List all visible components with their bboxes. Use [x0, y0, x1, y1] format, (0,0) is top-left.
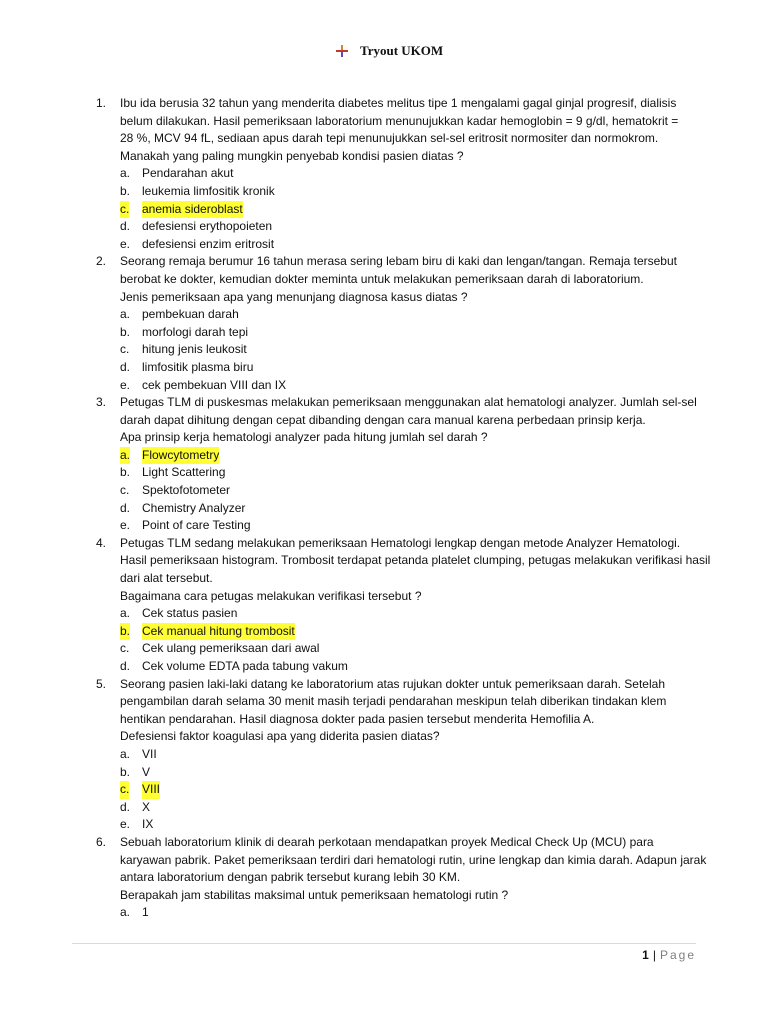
option-text: hitung jenis leukosit: [142, 342, 247, 357]
option-text: 1: [142, 905, 149, 920]
question-text-line: pengambilan darah selama 30 menit masih terjadi pendarahan meskipun telah diberikan tindakan klem: [120, 694, 667, 709]
footer-divider: [72, 943, 696, 944]
option-letter: d.: [120, 359, 131, 374]
option-letter: e.: [120, 236, 131, 251]
option-text: Cek volume EDTA pada tabung vakum: [142, 659, 348, 673]
question-text-line: karyawan pabrik. Paket pemeriksaan terdiri dari hematologi rutin, urine lengkap dan kimia darah. Adapun jarak: [120, 852, 707, 867]
question-body: [120, 535, 711, 676]
option-text: Point of care Testing: [142, 518, 251, 533]
question-text-line: Defesiensi faktor koagulasi apa yang diderita pasien diatas?: [120, 729, 440, 744]
question-text-line: Seorang pasien laki-laki datang ke laboratorium atas rujukan dokter untuk pemeriksaan darah. Setelah: [120, 676, 665, 691]
option-text: Chemistry Analyzer: [142, 500, 246, 515]
answer-option: [120, 165, 700, 183]
quiz-mark-icon: [336, 45, 348, 57]
option-letter: c.: [120, 342, 130, 357]
question-text-line: Ibu ida berusia 32 tahun yang menderita diabetes melitus tipe 1 mengalami gagal ginjal progresif, dialisis: [120, 96, 677, 110]
option-letter: b.: [120, 465, 131, 480]
option-letter: a.: [120, 307, 131, 322]
question-text-line: Petugas TLM sedang melakukan pemeriksaan Hematologi lengkap dengan metode Analyzer Hematologi.: [120, 535, 681, 550]
question-text-line: Berapakah jam stabilitas maksimal untuk pemeriksaan hematologi rutin ?: [120, 887, 509, 902]
page-number: 1: [642, 948, 649, 962]
option-letter: d.: [120, 500, 131, 515]
option-text: Spektofotometer: [142, 483, 231, 498]
answer-option: [120, 904, 700, 922]
answer-option: [120, 218, 700, 236]
option-letter: c.: [120, 781, 129, 799]
answer-option-highlighted: [120, 781, 700, 799]
answer-option: [120, 464, 700, 482]
option-letter: c.: [120, 641, 130, 656]
option-letter: d.: [120, 219, 131, 234]
option-text: cek pembekuan VIII dan IX: [142, 377, 287, 392]
option-text: Cek ulang pemeriksaan dari awal: [142, 641, 320, 656]
question-text-line: berobat ke dokter, kemudian dokter meminta untuk melakukan pemeriksaan darah di laboratorium.: [120, 271, 644, 286]
question-item: [0, 394, 768, 535]
question-item: [0, 95, 768, 253]
question-item: [0, 535, 768, 676]
answer-option: [120, 799, 700, 817]
option-text: pembekuan darah: [142, 307, 239, 322]
question-text-line: Manakah yang paling mungkin penyebab kondisi pasien diatas ?: [120, 148, 464, 163]
answer-option: [120, 183, 700, 201]
answer-option: [120, 605, 700, 623]
option-letter: b.: [120, 623, 130, 641]
page-title: Tryout UKOM: [360, 43, 444, 58]
option-text: defesiensi enzim eritrosit: [142, 236, 275, 251]
question-text-line: darah dapat dihitung dengan cepat dibanding dengan cara manual karena perbedaan prinsip kerja.: [120, 412, 646, 427]
option-text: Cek status pasien: [142, 606, 238, 621]
page-header: [0, 43, 768, 61]
option-letter: a.: [120, 746, 131, 761]
option-text: VIII: [142, 781, 160, 799]
question-text-line: Petugas TLM di puskesmas melakukan pemeriksaan menggunakan alat hematologi analyzer. Jumlah sel-sel: [120, 395, 697, 410]
option-letter: b.: [120, 183, 131, 198]
question-text-line: 28 %, MCV 94 fL, sediaan apus darah tepi menunujukkan sel-sel eritrosit normositer dan normokrom.: [120, 131, 659, 146]
option-letter: a.: [120, 447, 130, 465]
option-letter: d.: [120, 659, 131, 673]
option-text: defesiensi erythopoieten: [142, 219, 273, 234]
answer-option: [120, 341, 700, 359]
question-text-line: antara laboratorium dengan pabrik tersebut kurang lebih 30 KM.: [120, 870, 461, 885]
question-item: [0, 253, 768, 394]
question-text-line: Seorang remaja berumur 16 tahun merasa sering lebam biru di kaki dan lengan/tangan. Remaja tersebut: [120, 254, 677, 269]
option-text: morfologi darah tepi: [142, 324, 249, 339]
question-text-line: hentikan pendarahan. Hasil diagnosa dokter pada pasien tersebut menderita Hemofilia A.: [120, 711, 595, 726]
option-letter: c.: [120, 483, 130, 498]
answer-option-highlighted: [120, 623, 700, 641]
option-letter: d.: [120, 799, 131, 814]
footer-separator: |: [652, 948, 656, 962]
question-body: [120, 676, 700, 834]
option-letter: a.: [120, 905, 131, 920]
question-text-line: Jenis pemeriksaan apa yang menunjang diagnosa kasus diatas ?: [120, 289, 468, 304]
question-number: 5.: [96, 676, 107, 691]
page-footer: [642, 948, 696, 962]
answer-option: [120, 236, 700, 254]
option-text: X: [142, 799, 151, 814]
question-item: [0, 834, 768, 922]
question-text-line: belum dilakukan. Hasil pemeriksaan laboratorium menunujukkan kadar hemoglobin = 9 g/dl, hematokrit =: [120, 113, 679, 128]
question-text-line: Hasil pemeriksaan histogram. Trombosit terdapat petanda platelet clumping, petugas melakukan verifikasi hasil: [120, 553, 711, 568]
option-text: V: [142, 764, 151, 779]
question-list: [0, 95, 768, 922]
question-text-line: Apa prinsip kerja hematologi analyzer pada hitung jumlah sel darah ?: [120, 430, 488, 445]
question-text-line: Bagaimana cara petugas melakukan verifikasi tersebut ?: [120, 588, 422, 603]
option-text: VII: [142, 746, 157, 761]
answer-option: [120, 658, 700, 676]
answer-option: [120, 324, 700, 342]
question-body: [120, 95, 700, 253]
answer-option: [120, 359, 700, 377]
answer-option: [120, 517, 700, 535]
answer-option: [120, 306, 700, 324]
answer-option: [120, 746, 700, 764]
option-text: Cek manual hitung trombosit: [142, 623, 295, 641]
option-text: Light Scattering: [142, 465, 226, 480]
option-letter: a.: [120, 166, 131, 181]
option-text: limfositik plasma biru: [142, 359, 254, 374]
answer-option: [120, 482, 700, 500]
option-letter: b.: [120, 324, 131, 339]
option-letter: c.: [120, 201, 129, 219]
option-text: anemia sideroblast: [142, 201, 243, 219]
answer-option: [120, 764, 700, 782]
answer-option: [120, 640, 700, 658]
option-text: Flowcytometry: [142, 447, 219, 465]
answer-option: [120, 377, 700, 395]
option-letter: a.: [120, 606, 131, 621]
question-number: 6.: [96, 834, 107, 849]
option-text: Pendarahan akut: [142, 166, 234, 181]
question-body: [120, 394, 700, 535]
question-text-line: dari alat tersebut.: [120, 571, 213, 586]
question-number: 1.: [96, 96, 107, 110]
option-letter: e.: [120, 377, 131, 392]
option-letter: e.: [120, 518, 131, 533]
answer-option: [120, 816, 700, 834]
question-number: 2.: [96, 254, 107, 269]
option-text: leukemia limfositik kronik: [142, 183, 275, 198]
answer-option-highlighted: [120, 447, 700, 465]
answer-option: [120, 500, 700, 518]
question-body: [120, 253, 700, 394]
question-number: 4.: [96, 535, 107, 550]
option-letter: b.: [120, 764, 131, 779]
page-label: Page: [659, 948, 696, 962]
question-number: 3.: [96, 395, 107, 410]
question-text-line: Sebuah laboratorium klinik di dearah perkotaan mendapatkan proyek Medical Check Up (MCU) para: [120, 834, 654, 849]
question-item: [0, 676, 768, 834]
question-body: [120, 834, 707, 922]
option-letter: e.: [120, 817, 131, 832]
answer-option-highlighted: [120, 201, 700, 219]
option-text: IX: [142, 817, 154, 832]
